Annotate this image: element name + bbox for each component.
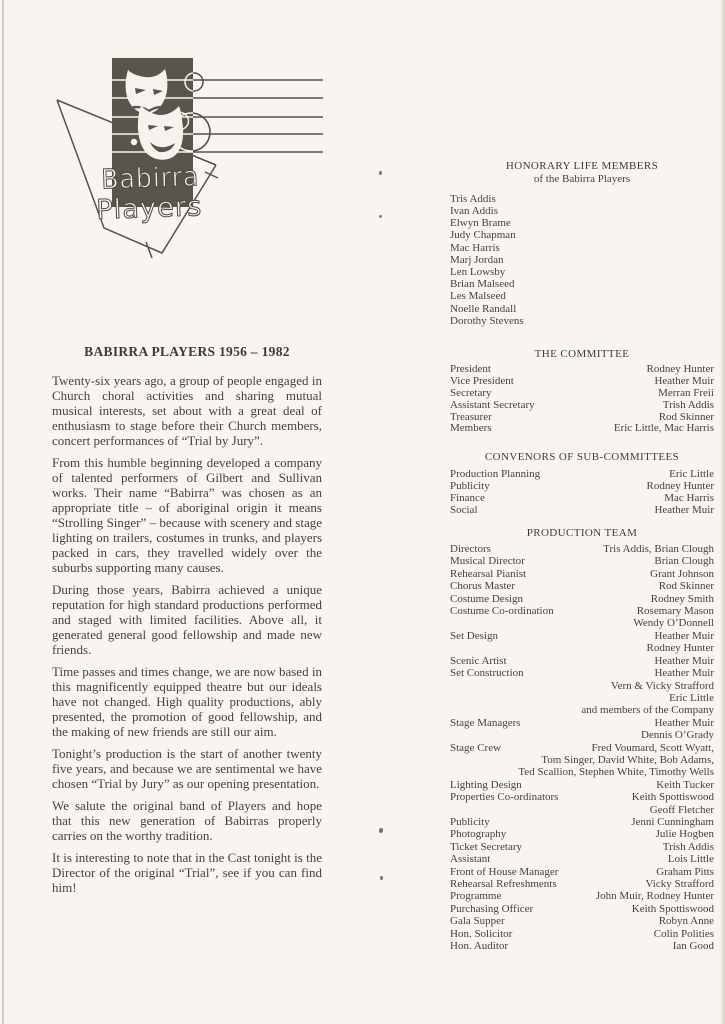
credit-person: Heather Muir [654,629,714,642]
credit-person: Mac Harris [664,491,714,504]
credit-row [450,680,714,692]
dust-speck [380,876,383,880]
logo-wordmark [95,161,207,226]
credit-person: Jenni Cunningham [631,815,714,828]
history-paragraph: We salute the original band of Players and hope that this new generation of Babirras properly carries on the worthy tradition. [52,798,322,843]
member-name: Tris Addis [450,192,496,205]
credit-row [450,853,714,865]
section-title-production: PRODUCTION TEAM [526,526,638,539]
credit-person: Ian Good [672,940,714,953]
credit-role: Social [450,503,478,516]
credit-person: Eric Little [669,467,714,480]
credit-person: Ted Scallion, Stephen White, Timothy Wells [518,766,714,779]
babirra-players-logo [40,45,340,260]
history-paragraph: From this humble beginning developed a company of talented performers of Gilbert and Sullivan works. Their name “Babirra” was chosen as an appropriate title – of aboriginal origin it means “Strolling Singer” – because with scenery and stage lighting on trailers, costumes in trunks, and players packed in cars, they travelled widely over the suburbs supporting many causes. [52,455,322,575]
credit-row [450,928,714,940]
credit-row [450,704,714,716]
credit-row [450,878,714,890]
credit-row [450,841,714,853]
member-name: Elwyn Brame [450,217,511,230]
section-title-committee: THE COMMITTEE [534,348,630,361]
credit-row [450,915,714,927]
credit-row [450,468,714,480]
credit-row [450,543,714,555]
credit-row [450,480,714,492]
credit-person: and members of the Company [581,704,714,717]
honorary-life-members-section [450,160,714,327]
credit-role: Chorus Master [450,580,516,593]
credit-row [450,630,714,642]
credit-role: Costume Co-ordination [450,605,554,618]
credit-role: Stage Managers [450,716,521,729]
logo-word-babirra: Babirra [100,161,207,196]
convenors-rows [450,468,714,516]
credit-row [450,400,714,412]
staff-lines [193,80,323,152]
credit-person: John Muir, Rodney Hunter [595,890,714,903]
credit-person: Merran Freii [658,387,714,400]
credit-role: Front of House Manager [450,865,559,878]
credit-person: Rod Skinner [658,580,714,593]
credit-row [450,766,714,778]
credit-person: Vicky Strafford [645,878,714,891]
credit-row [450,828,714,840]
credit-row [450,729,714,741]
credit-row [450,742,714,754]
credit-role: Lighting Design [450,778,522,791]
dust-speck [379,215,382,218]
credit-row [450,423,714,435]
credit-row [450,568,714,580]
credit-person: Colin Polities [653,927,714,940]
credit-row [450,655,714,667]
credit-row [450,804,714,816]
credit-role: Scenic Artist [450,654,507,667]
credit-person: Lois Little [667,853,714,866]
member-name: Mac Harris [450,241,500,254]
credit-role: Photography [450,828,507,841]
credit-person: Trish Addis [662,840,714,853]
credit-role: Publicity [450,479,490,492]
credit-role: Finance [450,491,485,504]
credits-column [450,160,714,952]
credit-person: Eric Little, Mac Harris [613,422,714,435]
production-rows [450,543,714,952]
credit-person: Eric Little [669,691,714,704]
credit-person: Heather Muir [654,716,714,729]
credit-person: Rosemary Mason [636,605,714,618]
credit-row [450,492,714,504]
credit-row [450,717,714,729]
member-name: Brian Malseed [450,278,515,291]
credit-role: Stage Crew [450,741,502,754]
credit-role: Purchasing Officer [450,902,534,915]
credit-row [450,605,714,617]
member-name: Dorothy Stevens [450,314,524,327]
committee-section [450,348,714,435]
credit-row [450,692,714,704]
credit-person: Keith Spottiswood [631,791,714,804]
credit-person: Dennis O’Grady [640,729,714,742]
history-column [52,344,322,902]
credit-row [450,642,714,654]
history-paragraph: It is interesting to note that in the Cast tonight is the Director of the original “Trial”, see if you can find him! [52,850,322,895]
credit-role: Members [450,422,492,435]
credit-person: Grant Johnson [650,567,714,580]
dust-speck [379,171,382,175]
credit-person: Heather Muir [654,654,714,667]
section-title-honorary: HONORARY LIFE MEMBERS [505,160,659,172]
member-name: Les Malseed [450,290,506,303]
credit-person: Heather Muir [654,667,714,680]
credit-person: Wendy O’Donnell [633,617,714,630]
credit-row [450,866,714,878]
credit-person: Geoff Fletcher [649,803,714,816]
credit-person: Vern & Vicky Strafford [610,679,714,692]
credit-role: Set Design [450,629,498,642]
credit-row [450,779,714,791]
convenors-section [450,451,714,515]
credit-person: Keith Spottiswood [631,902,714,915]
member-name: Len Lowsby [450,266,506,279]
credit-row [450,667,714,679]
page-title: BABIRRA PLAYERS 1956 – 1982 [84,344,290,359]
production-team-section [450,527,714,953]
section-title-convenors: CONVENORS OF SUB-COMMITTEES [484,451,680,464]
credit-person: Rodney Hunter [646,363,714,376]
credit-role: Publicity [450,815,490,828]
history-paragraph: Twenty-six years ago, a group of people engaged in Church choral activities and sharing mutual musical interests, set about with a great deal of enthusiasm to stage before their Church members, concert performances of “Trial by Jury”. [52,373,322,448]
history-paragraph: During those years, Babirra achieved a unique reputation for high standard productions performed and staged with limited facilities. Above all, it generated general good fellowship and made new friends. [52,582,322,657]
credit-role: Costume Design [450,592,524,605]
honorary-members-list [450,193,714,327]
white-dot [131,139,137,145]
credit-role: Assistant [450,853,491,866]
credit-row [450,555,714,567]
credit-role: Ticket Secretary [450,840,522,853]
credit-role: Musical Director [450,555,525,568]
credit-row [450,617,714,629]
credit-person: Rodney Smith [650,592,714,605]
credit-person: Heather Muir [654,503,714,516]
dust-speck [379,828,383,833]
credit-person: Rod Skinner [658,410,714,423]
member-name: Marj Jordan [450,253,504,266]
history-paragraph: Tonight’s production is the start of another twenty five years, and because we are sentimental we have chosen “Trial by Jury” as our opening presentation. [52,746,322,791]
credit-row [450,754,714,766]
credit-row [450,890,714,902]
credit-role: Vice President [450,375,514,388]
credit-role: Production Planning [450,467,541,480]
history-paragraph: Time passes and times change, we are now based in this magnificently equipped theatre but our ideals have not changed. High quality productions, ably presented, the promotion of good fellowship, and the making of new friends are still our aim. [52,664,322,739]
credit-role: Gala Supper [450,915,505,928]
history-paragraphs [52,373,322,895]
credit-role: Hon. Auditor [450,940,509,953]
credit-role: Assistant Secretary [450,398,535,411]
credit-row [450,791,714,803]
credit-role: Treasurer [450,410,492,423]
credit-role: Programme [450,890,502,903]
credit-row [450,816,714,828]
credit-role: Hon. Solicitor [450,927,513,940]
credit-row [450,504,714,516]
credit-row [450,940,714,952]
credit-role: Directors [450,543,491,556]
credit-person: Tom Singer, David White, Bob Adams, [541,753,714,766]
credit-person: Brian Clough [654,555,714,568]
committee-rows [450,364,714,435]
credit-person: Robyn Anne [658,915,714,928]
credit-role: President [450,363,491,376]
credit-role: Set Construction [450,667,524,680]
credit-person: Keith Tucker [656,778,714,791]
credit-person: Graham Pitts [656,865,714,878]
credit-person: Rodney Hunter [646,642,714,655]
credit-role: Properties Co-ordinators [450,791,559,804]
credit-role: Secretary [450,387,492,400]
credit-person: Rodney Hunter [646,479,714,492]
member-name: Noelle Randall [450,302,517,315]
credit-row [450,593,714,605]
logo-word-players: Players [95,191,202,226]
member-name: Ivan Addis [450,205,498,218]
credit-role: Rehearsal Pianist [450,567,527,580]
credit-row [450,903,714,915]
credit-role: Rehearsal Refreshments [450,878,557,891]
credit-person: Fred Voumard, Scott Wyatt, [591,741,714,754]
credit-row [450,580,714,592]
credit-person: Tris Addis, Brian Clough [603,543,714,556]
member-name: Judy Chapman [450,229,516,242]
credit-person: Heather Muir [654,375,714,388]
credit-person: Trish Addis [662,398,714,411]
credit-person: Julie Hogben [655,828,714,841]
section-subtitle-honorary: of the Babirra Players [533,173,631,186]
